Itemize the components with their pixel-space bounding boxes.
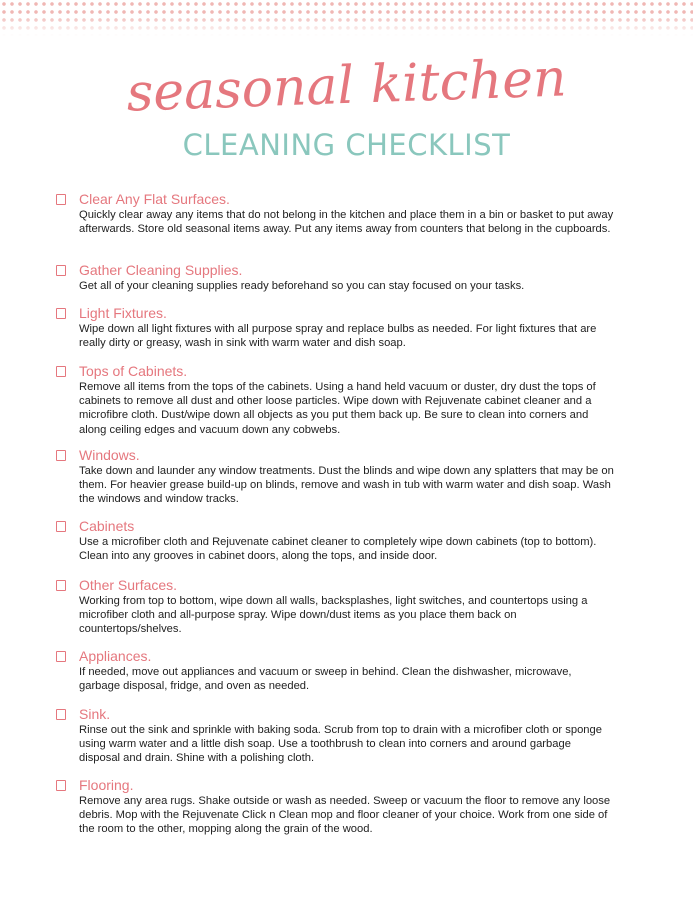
item-description: Rinse out the sink and sprinkle with baking soda. Scrub from top to drain with a microfiber cloth or sponge using warm water and a little dish soap. Use a toothbrush to clean into corners and around garbage disposal and drain. Shine with a polishing cloth. — [79, 724, 602, 765]
title-script: seasonal kitchen — [125, 48, 568, 124]
item-description: Use a microfiber cloth and Rejuvenate cabinet cleaner to completely wipe down cabinets (top to bottom). Clean into any grooves in cabinet doors, along the tops, and inside door. — [79, 536, 597, 563]
item-description: Get all of your cleaning supplies ready beforehand so you can stay focused on your tasks. — [79, 280, 525, 292]
polka-dot-border — [0, 0, 693, 36]
item-heading: Tops of Cabinets. — [79, 363, 188, 379]
item-heading: Windows. — [79, 447, 140, 463]
item-description: Wipe down all light fixtures with all purpose spray and replace bulbs as needed. For light fixtures that are really dirty or greasy, wash in sink with warm water and dish soap. — [79, 323, 597, 350]
checkbox[interactable] — [56, 366, 66, 377]
item-description: Remove any area rugs. Shake outside or wash as needed. Sweep or vacuum the floor to remove any loose debris. Mop with the Rejuvenate Click n Clean mop and floor cleaner of your choice. Work from one side of the room to the other, mopping along the grain of the wood. — [79, 795, 611, 836]
checkbox[interactable] — [56, 709, 66, 720]
checkbox[interactable] — [56, 265, 66, 276]
item-description: Quickly clear away any items that do not belong in the kitchen and place them in a bin or basket to put away afterwards. Store old seasonal items away. Put any items away from counters that belong in the cupboards. — [79, 209, 614, 236]
checkbox[interactable] — [56, 651, 66, 662]
item-description: Remove all items from the tops of the cabinets. Using a hand held vacuum or duster, dry dust the tops of cabinets to remove all dust and other loose particles. Wipe down with Rejuvenate cabinet cleaner and a microfibre cloth. Dust/wipe down all objects as you put them back up. Be sure to clean into corners and along ceiling edges and vacuum down any cobwebs. — [79, 381, 596, 436]
item-heading: Gather Cleaning Supplies. — [79, 262, 243, 278]
item-heading: Clear Any Flat Surfaces. — [79, 191, 230, 207]
checkbox[interactable] — [56, 780, 66, 791]
item-description: Take down and launder any window treatments. Dust the blinds and wipe down any splatters that may be on them. For heavier grease build-up on blinds, remove and wash in tub with warm water and dish soap. Wash the windows and window tracks. — [79, 465, 614, 506]
checkbox[interactable] — [56, 580, 66, 591]
item-heading: Appliances. — [79, 648, 152, 664]
checkbox[interactable] — [56, 308, 66, 319]
checkbox[interactable] — [56, 194, 66, 205]
checkbox[interactable] — [56, 521, 66, 532]
item-heading: Other Surfaces. — [79, 577, 178, 593]
title-subtitle: CLEANING CHECKLIST — [182, 128, 511, 162]
item-heading: Flooring. — [79, 777, 134, 793]
item-heading: Sink. — [79, 706, 111, 722]
item-heading: Cabinets — [79, 518, 135, 534]
item-heading: Light Fixtures. — [79, 305, 167, 321]
item-description: Working from top to bottom, wipe down all walls, backsplashes, light switches, and countertops using a microfiber cloth and all-purpose spray. Wipe down/dust items as you place them back on countertops/shelves. — [79, 595, 588, 636]
item-description: If needed, move out appliances and vacuum or sweep in behind. Clean the dishwasher, microwave, garbage disposal, fridge, and oven as needed. — [79, 666, 572, 693]
checkbox[interactable] — [56, 450, 66, 461]
